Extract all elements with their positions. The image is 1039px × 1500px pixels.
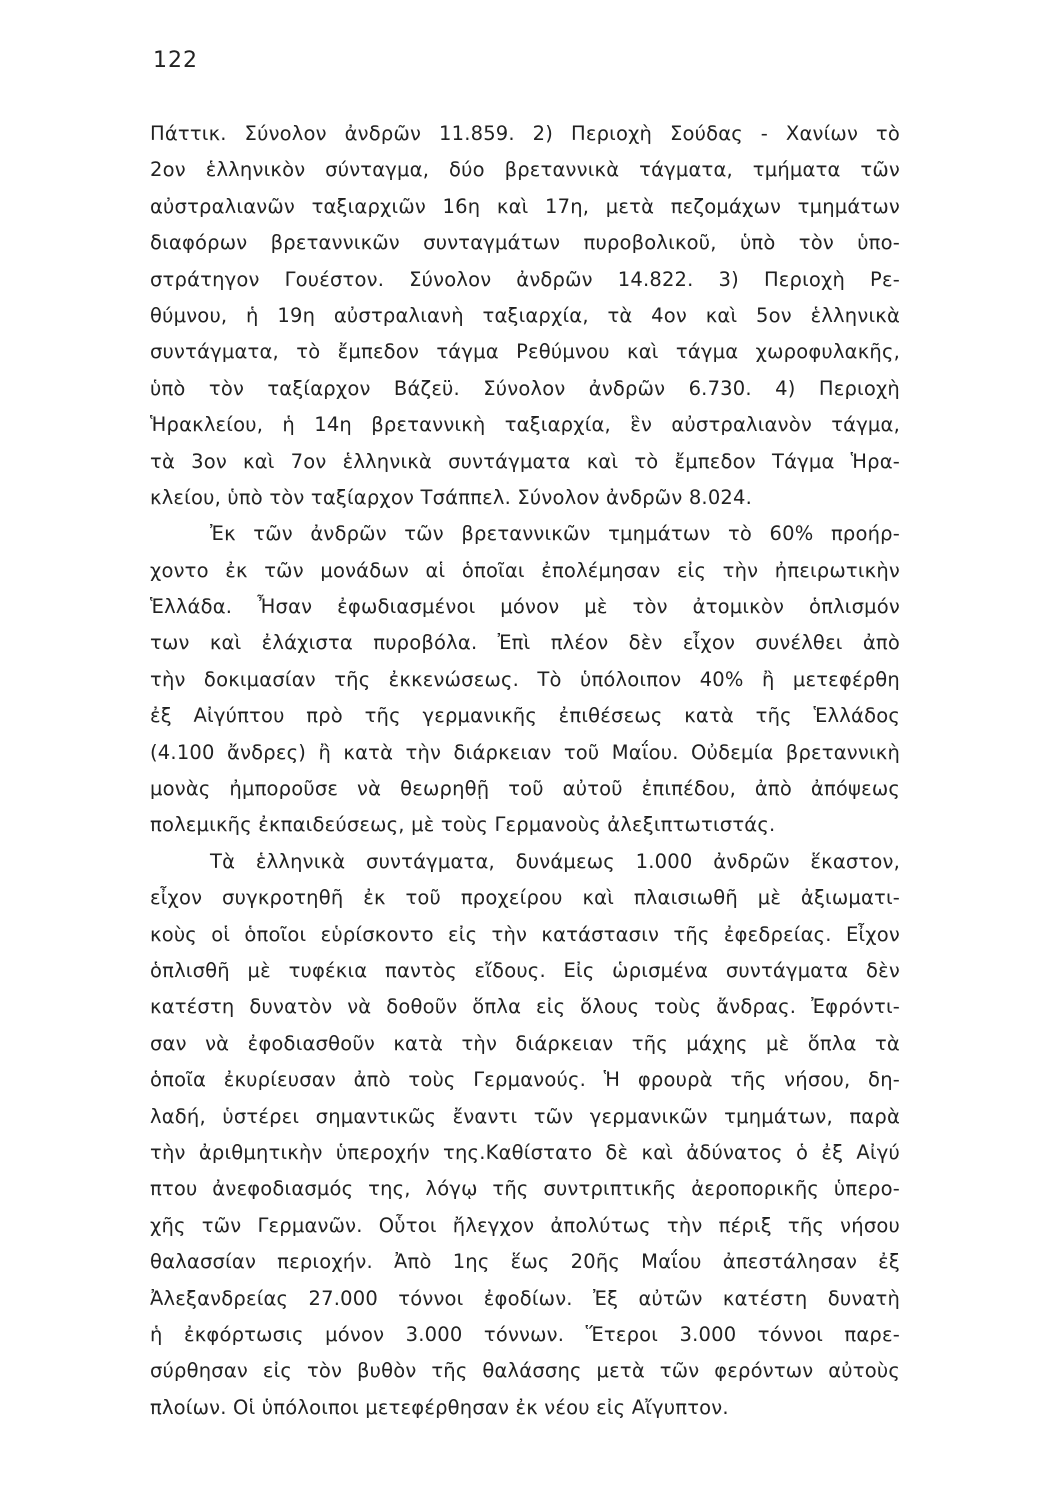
text-line: πολεμικῆς ἐκπαιδεύσεως, μὲ τοὺς Γερμανοὺς ἀλεξιπτωτιστάς. — [150, 813, 776, 837]
text-line: αὐστραλιανῶν ταξιαρχιῶν 16η καὶ 17η, μετὰ πεζομάχων τμημάτων — [150, 194, 900, 218]
text-line: 2ον ἑλληνικὸν σύνταγμα, δύο βρεταννικὰ τάγματα, τμήματα τῶν — [150, 158, 900, 182]
text-line: θαλασσίαν περιοχήν. Ἀπὸ 1ης ἕως 20ῆς Μαΐου ἀπεστάλησαν ἐξ — [150, 1250, 900, 1274]
text-line: Πάττικ. Σύνολον ἀνδρῶν 11.859. 2) Περιοχὴ Σούδας - Χανίων τὸ — [150, 122, 900, 145]
text-line: λαδή, ὑστέρει σημαντικῶς ἔναντι τῶν γερμανικῶν τμημάτων, παρὰ — [150, 1104, 900, 1128]
text-line: πλοίων. Οἱ ὑπόλοιποι μετεφέρθησαν ἐκ νέου εἰς Αἴγυπτον. — [150, 1395, 729, 1419]
text-line: ὁποῖα ἐκυρίευσαν ἀπὸ τοὺς Γερμανούς. Ἡ φρουρὰ τῆς νήσου, δη- — [150, 1068, 900, 1092]
text-line: τὰ 3ον καὶ 7ον ἑλληνικὰ συντάγματα καὶ τὸ ἔμπεδον Τάγμα Ἡρα- — [150, 449, 900, 473]
text-line: σύρθησαν εἰς τὸν βυθὸν τῆς θαλάσσης μετὰ τῶν φερόντων αὐτοὺς — [150, 1359, 900, 1383]
text-line: τὴν ἀριθμητικὴν ὑπεροχήν της.Καθίστατο δὲ καὶ ἀδύνατος ὁ ἐξ Αἰγύ — [150, 1140, 900, 1164]
text-line: Ἀλεξανδρείας 27.000 τόννοι ἐφοδίων. Ἐξ αὐτῶν κατέστη δυνατὴ — [150, 1286, 900, 1310]
text-line: Τὰ ἑλληνικὰ συντάγματα, δυνάμεως 1.000 ἀνδρῶν ἕκαστον, — [210, 849, 900, 873]
text-line: μονὰς ἠμποροῦσε νὰ θεωρηθῇ τοῦ αὐτοῦ ἐπιπέδου, ἀπὸ ἀπόψεως — [150, 777, 900, 801]
text-line: Ἑλλάδα. Ἦσαν ἐφωδιασμένοι μόνον μὲ τὸν ἀτομικὸν ὁπλισμόν — [150, 595, 900, 619]
text-line: εἶχον συγκροτηθῆ ἐκ τοῦ προχείρου καὶ πλαισιωθῆ μὲ ἀξιωματι- — [150, 886, 900, 910]
text-line: συντάγματα, τὸ ἔμπεδον τάγμα Ρεθύμνου καὶ τάγμα χωροφυλακῆς, — [150, 340, 900, 364]
text-line: χῆς τῶν Γερμανῶν. Οὗτοι ἤλεγχον ἀπολύτως τὴν πέριξ τῆς νήσου — [150, 1213, 900, 1237]
text-line: στράτηγον Γουέστον. Σύνολον ἀνδρῶν 14.822. 3) Περιοχὴ Ρε- — [150, 267, 900, 291]
text-line: πτου ἀνεφοδιασμός της, λόγῳ τῆς συντριπτικῆς ἀεροπορικῆς ὑπερο- — [150, 1177, 900, 1201]
text-line: θύμνου, ἡ 19η αὐστραλιανὴ ταξιαρχία, τὰ 4ον καὶ 5ον ἑλληνικὰ — [150, 303, 900, 327]
text-line: ἡ ἐκφόρτωσις μόνον 3.000 τόννων. Ἕτεροι 3.000 τόννοι παρε- — [150, 1322, 900, 1346]
body-text — [150, 116, 900, 1426]
text-line: σαν νὰ ἐφοδιασθοῦν κατὰ τὴν διάρκειαν τῆς μάχης μὲ ὅπλα τὰ — [150, 1031, 900, 1055]
text-line: διαφόρων βρεταννικῶν συνταγμάτων πυροβολικοῦ, ὑπὸ τὸν ὑπο- — [150, 231, 900, 255]
text-line: ὁπλισθῆ μὲ τυφέκια παντὸς εἴδους. Εἰς ὡρισμένα συντάγματα δὲν — [150, 958, 900, 982]
text-line: των καὶ ἐλάχιστα πυροβόλα. Ἐπὶ πλέον δὲν εἶχον συνέλθει ἀπὸ — [150, 631, 900, 655]
text-line: κατέστη δυνατὸν νὰ δοθοῦν ὅπλα εἰς ὅλους τοὺς ἄνδρας. Ἐφρόντι- — [150, 995, 900, 1019]
text-line: Ἐκ τῶν ἀνδρῶν τῶν βρεταννικῶν τμημάτων τὸ 60% προήρ- — [210, 522, 900, 546]
text-line: κλείου, ὑπὸ τὸν ταξίαρχον Τσάππελ. Σύνολον ἀνδρῶν 8.024. — [150, 485, 753, 509]
text-line: (4.100 ἄνδρες) ἢ κατὰ τὴν διάρκειαν τοῦ Μαΐου. Οὐδεμία βρεταννικὴ — [150, 740, 900, 764]
text-line: ὑπὸ τὸν ταξίαρχον Βάζεϋ. Σύνολον ἀνδρῶν 6.730. 4) Περιοχὴ — [150, 376, 900, 400]
text-line: τὴν δοκιμασίαν τῆς ἐκκενώσεως. Τὸ ὑπόλοιπον 40% ἢ μετεφέρθη — [150, 667, 900, 691]
text-line: ἐξ Αἰγύπτου πρὸ τῆς γερμανικῆς ἐπιθέσεως κατὰ τῆς Ἑλλάδος — [150, 704, 900, 728]
text-line: Ἡρακλείου, ἡ 14η βρεταννικὴ ταξιαρχία, ἓν αὐστραλιανὸν τάγμα, — [150, 413, 900, 437]
page-number: 122 — [153, 48, 198, 73]
text-line: χοντο ἐκ τῶν μονάδων αἱ ὁποῖαι ἐπολέμησαν εἰς τὴν ἠπειρωτικὴν — [150, 558, 900, 582]
text-line: κοὺς οἱ ὁποῖοι εὑρίσκοντο εἰς τὴν κατάστασιν τῆς ἐφεδρείας. Εἶχον — [150, 922, 900, 946]
